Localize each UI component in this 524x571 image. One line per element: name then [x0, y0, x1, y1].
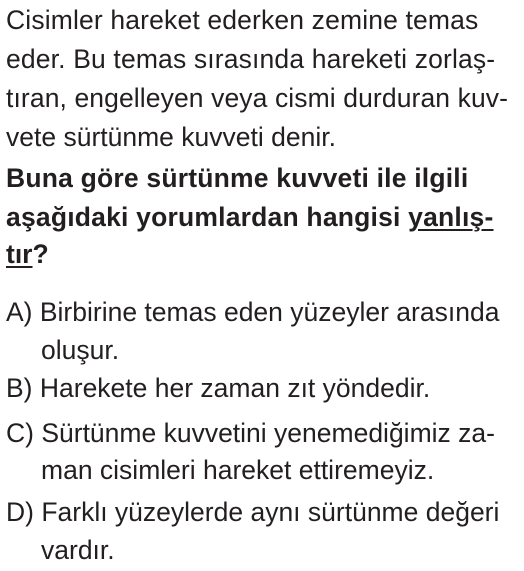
option-d-line: D) Farklı yüzeylerde aynı sürtünme değeri	[6, 497, 500, 527]
passage-line: tıran, engelleyen veya cismi durduran kuv-	[6, 83, 509, 113]
question-line: Buna göre sürtünme kuvveti ile ilgili	[6, 163, 469, 193]
emphasis-underlined: tır	[6, 239, 33, 269]
passage-line: Cisimler hareket ederken zemine temas	[6, 5, 479, 35]
question-mark: ?	[32, 239, 49, 269]
question-line	[6, 236, 49, 272]
option-d-line: vardır.	[41, 535, 115, 565]
option-c-line: man cisimleri hareket ettiremeyiz.	[41, 455, 435, 485]
question-line	[6, 199, 494, 235]
option-a-line: oluşur.	[41, 335, 120, 365]
question-text: aşağıdaki yorumlardan hangisi	[6, 202, 409, 232]
option-a-line: A) Birbirine temas eden yüzeyler arasında	[6, 297, 500, 327]
passage-line: eder. Bu temas sırasında hareketi zorlaş-	[6, 44, 496, 74]
option-b-line: B) Harekete her zaman zıt yöndedir.	[6, 373, 431, 403]
emphasis-underlined: yanlış-	[408, 202, 494, 232]
option-c-line: C) Sürtünme kuvvetini yenemediğimiz za-	[6, 418, 495, 448]
passage-line: vete sürtünme kuvveti denir.	[6, 122, 336, 152]
